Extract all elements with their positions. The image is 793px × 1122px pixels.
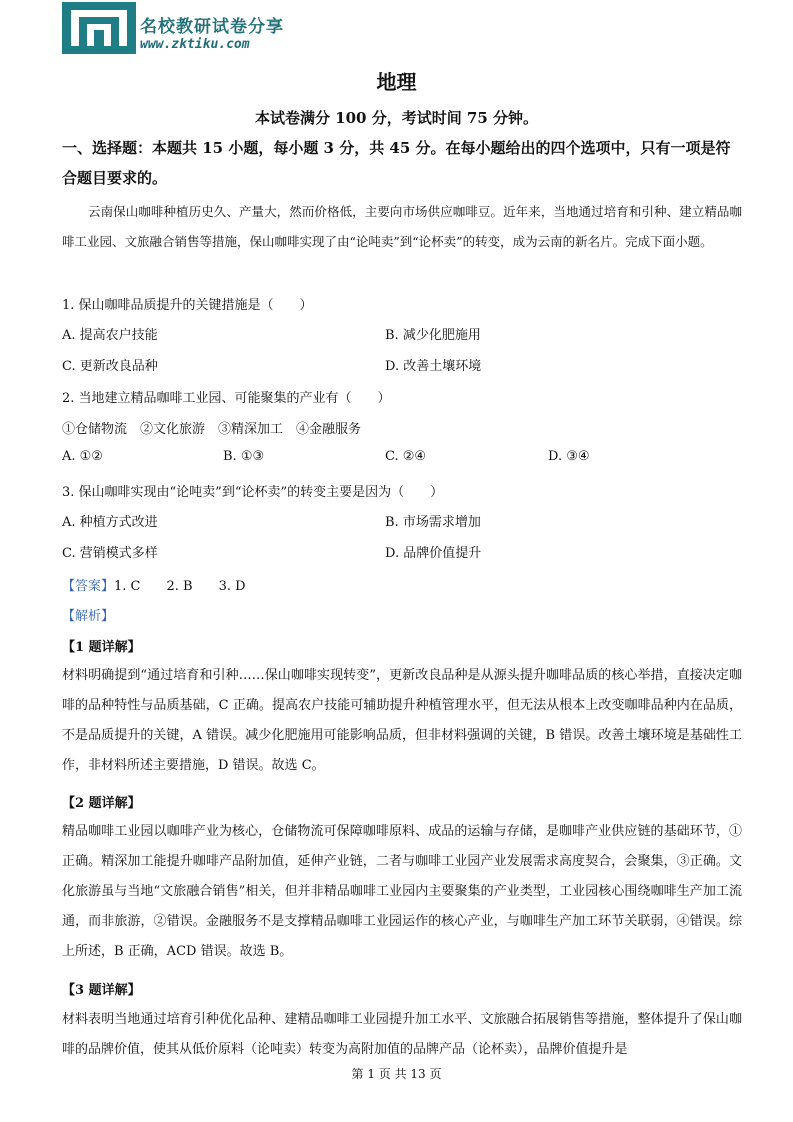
question-3-stem: 3. 保山咖啡实现由“论吨卖”到“论杯卖”的转变主要是因为（ ） <box>62 485 444 500</box>
page-footer: 第 1 页 共 13 页 <box>351 1067 442 1081</box>
q1-option-d: D. 改善土壤环境 <box>385 359 482 374</box>
q2-option-a: A. ①② <box>62 449 103 464</box>
q1-option-c: C. 更新改良品种 <box>62 359 158 374</box>
question-2-stem: 2. 当地建立精品咖啡工业园、可能聚集的产业有（ ） <box>62 391 391 406</box>
page-title: 地理 <box>376 70 417 94</box>
site-url: www.zktiku.com <box>140 37 250 52</box>
site-logo <box>62 2 136 54</box>
detail-1-text: 材料明确提到“通过培育和引种……保山咖啡实现转变”，更新改良品种是从源头提升咖啡品质的核心举措，直接决定咖啡的品种特性与品质基础，C 正确。提高农户技能可辅助提升种植管理水平，但无法从根本上改变咖啡品种内在品质，不是品质提升的关键，A 错误。减少化肥施用可能影响品质，但非材料强调的关键，B 错误。改善土壤环境是基础性工作，非材料所述主要措施，D 错误。故选 C。 <box>62 668 742 773</box>
detail-1-heading: 【1 题详解】 <box>62 640 141 655</box>
q1-option-a: A. 提高农户技能 <box>62 328 158 343</box>
answer-label: 【答案】 <box>62 579 115 594</box>
q3-option-b: B. 市场需求增加 <box>385 515 481 530</box>
site-name: 名校教研试卷分享 <box>140 17 284 37</box>
detail-2-text: 精品咖啡工业园以咖啡产业为核心，仓储物流可保障咖啡原料、成品的运输与存储，是咖啡产业供应链的基础环节，①正确。精深加工能提升咖啡产品附加值，延伸产业链，二者与咖啡工业园产业发展需求高度契合，会聚集，③正确。文化旅游虽与当地“文旅融合销售”相关，但并非精品咖啡工业园内主要聚集的产业类型，工业园核心围绕咖啡生产加工流通，而非旅游，②错误。金融服务不是支撑精品咖啡工业园运作的核心产业，与咖啡生产加工环节关联弱，④错误。综上所述，B 正确，ACD 错误。故选 B。 <box>62 824 742 959</box>
q3-option-c: C. 营销模式多样 <box>62 546 158 561</box>
q1-option-b: B. 减少化肥施用 <box>385 328 481 343</box>
q2-option-b: B. ①③ <box>223 449 265 464</box>
q3-option-a: A. 种植方式改进 <box>62 515 158 530</box>
detail-3-heading: 【3 题详解】 <box>62 983 141 998</box>
exam-info: 本试卷满分 100 分，考试时间 75 分钟。 <box>254 109 539 127</box>
q2-option-c: C. ②④ <box>385 449 427 464</box>
section-heading: 一、选择题：本题共 15 小题，每小题 3 分，共 45 分。在每小题给出的四个选项中，只有一项是符合题目要求的。 <box>62 139 731 187</box>
question-1-stem: 1. 保山咖啡品质提升的关键措施是（ ） <box>62 298 313 313</box>
q2-items: ①仓储物流 ②文化旅游 ③精深加工 ④金融服务 <box>62 422 362 437</box>
material-paragraph: 云南保山咖啡种植历史久、产量大，然而价格低，主要向市场供应咖啡豆。近年来，当地通过培育和引种、建立精品咖啡工业园、文旅融合销售等措施，保山咖啡实现了由“论吨卖”到“论杯卖”的转变，成为云南的新名片。完成下面小题。 <box>62 204 742 249</box>
answer-text: 1. C 2. B 3. D <box>114 579 246 594</box>
detail-2-heading: 【2 题详解】 <box>62 796 141 811</box>
q3-option-d: D. 品牌价值提升 <box>385 546 482 561</box>
analysis-label: 【解析】 <box>62 609 115 624</box>
q2-option-d: D. ③④ <box>548 449 590 464</box>
detail-3-text: 材料表明当地通过培育引种优化品种、建精品咖啡工业园提升加工水平、文旅融合拓展销售等措施，整体提升了保山咖啡的品牌价值，使其从低价原料（论吨卖）转变为高附加值的品牌产品（论杯卖），品牌价值提升是 <box>62 1012 742 1057</box>
answer-line <box>62 575 246 594</box>
